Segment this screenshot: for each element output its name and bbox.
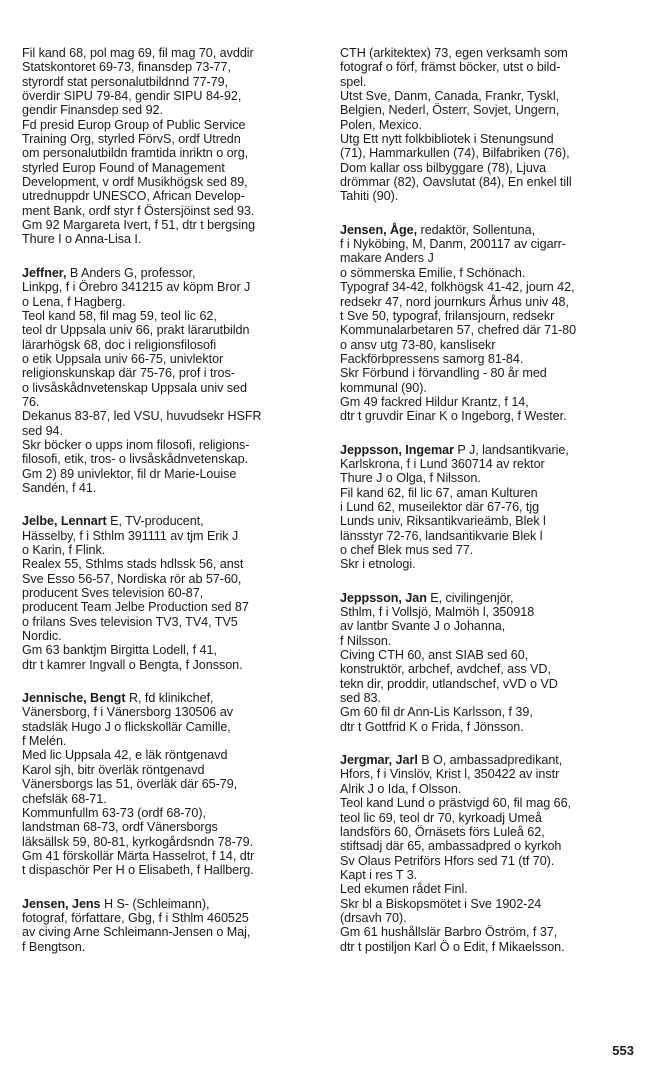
entry-line: stiftsadj där 65, ambassadpred o kyrkoh <box>340 839 562 854</box>
entry-line: Gm 92 Margareta Ivert, f 51, dtr t bergsing <box>22 218 256 233</box>
entry-line: Dekanus 83-87, led VSU, huvudsekr HSFR <box>22 409 262 424</box>
entry-line: landsförs 60, Örnäsets förs Luleå 62, <box>340 824 545 839</box>
entry-line: fotograf o förf, främst böcker, utst o bild- <box>340 60 561 75</box>
entry-line: Sandén, f 41. <box>22 480 97 495</box>
entry-line: Karlskrona, f i Lund 360714 av rektor <box>340 456 545 471</box>
entry-line: stadsläk Hugo J o flickskollär Camille, <box>22 719 231 734</box>
biography-entry <box>22 897 326 954</box>
entry-line: Gm 2) 89 univlektor, fil dr Marie-Louise <box>22 466 237 481</box>
entry-line: Led ekumen rådet Finl. <box>340 882 468 897</box>
right-column <box>340 46 644 973</box>
entry-line: Teol kand 58, fil mag 59, teol lic 62, <box>22 308 217 323</box>
entry-line: Alrik J o Ida, f Olsson. <box>340 781 462 796</box>
entry-line: Med lic Uppsala 42, e läk röntgenavd <box>22 748 228 763</box>
biography-entry <box>340 46 644 204</box>
entry-line: Linkpg, f i Örebro 341215 av köpm Bror J <box>22 280 251 295</box>
entry-line: Kommunfullm 63-73 (ordf 68-70), <box>22 805 206 820</box>
entry-first-text: P J, landsantikvarie, <box>457 442 569 457</box>
entry-line: konstruktör, arbchef, avdchef, ass VD, <box>340 662 551 677</box>
entry-name: Jergmar, Jarl <box>340 753 418 768</box>
entry-line: Sve Esso 56-57, Nordiska rör ab 57-60, <box>22 571 242 586</box>
entry-line: Hfors, f i Vinslöv, Krist l, 350422 av instr <box>340 767 560 782</box>
entry-line: tekn dir, proddir, utlandschef, vVD o VD <box>340 676 558 691</box>
biography-entry <box>22 514 326 672</box>
entry-first-text: R, fd klinikchef, <box>128 691 214 706</box>
biography-entry <box>340 591 644 734</box>
entry-line: o etik Uppsala univ 66-75, univlektor <box>22 351 224 366</box>
entry-first-text: B O, ambassadpredikant, <box>421 753 563 768</box>
entry-line: Gm 49 fackred Hildur Krantz, f 14, <box>340 394 529 409</box>
entry-line: landstman 68-73, ordf Vänersborgs <box>22 820 218 835</box>
entry-line: Typograf 34-42, folkhögsk 41-42, journ 42, <box>340 280 575 295</box>
entry-line: Hässelby, f i Sthlm 391111 av tjm Erik J <box>22 528 239 543</box>
entry-line: o ansv utg 73-80, kanslisekr <box>340 337 496 352</box>
entry-line: om personalutbildn framtida inriktn o org, <box>22 146 249 161</box>
biography-entry <box>22 46 326 247</box>
page-number: 553 <box>612 1043 634 1058</box>
entry-line: Polen, Mexico. <box>340 117 422 132</box>
entry-line: Gm 60 fil dr Ann-Lis Karlsson, f 39, <box>340 705 533 720</box>
entry-name: Jeffner, <box>22 265 67 280</box>
entry-line: i Lund 62, museilektor där 67-76, tjg <box>340 499 540 514</box>
entry-line: Karol sjh, bitr överläk röntgenavd <box>22 762 205 777</box>
entry-first-line <box>22 897 326 911</box>
entry-line: teol lic 69, teol dr 70, kyrkoadj Umeå <box>340 810 542 825</box>
entry-name: Jeppsson, Jan <box>340 590 427 605</box>
entry-line: dtr t gruvdir Einar K o Ingeborg, f Wester. <box>340 409 567 424</box>
entry-name: Jensen, Åge, <box>340 222 418 237</box>
entry-line: Teol kand Lund o prästvigd 60, fil mag 66, <box>340 796 572 811</box>
entry-name: Jelbe, Lennart <box>22 514 107 529</box>
entry-name: Jensen, Jens <box>22 896 101 911</box>
entry-line: styrordf stat personalutbildnnd 77-79, <box>22 74 229 89</box>
entry-line: drömmar (82), Oavslutat (84), En enkel till <box>340 175 572 190</box>
entry-line: f Melén. <box>22 734 67 749</box>
entry-name: Jeppsson, Ingemar <box>340 442 454 457</box>
entry-line: länsstyr 72-76, landsantikvarie Blek l <box>340 528 543 543</box>
entry-line: Gm 61 hushållslär Barbro Öström, f 37, <box>340 925 558 940</box>
entry-line: Belgien, Nederl, Österr, Sovjet, Ungern, <box>340 103 560 118</box>
entry-line: Civing CTH 60, anst SIAB sed 60, <box>340 648 529 663</box>
entry-line: Sv Olaus Petriförs Hfors sed 71 (tf 70). <box>340 853 555 868</box>
entry-line: Development, v ordf Musikhögsk sed 89, <box>22 175 248 190</box>
entry-line: Fackförbpressens samorg 81-84. <box>340 351 524 366</box>
entry-line: kommunal (90). <box>340 380 427 395</box>
entry-line: Gm 63 banktjm Birgitta Lodell, f 41, <box>22 643 217 658</box>
entry-line: Thure J o Olga, f Nilsson. <box>340 471 481 486</box>
biography-entry <box>22 691 326 877</box>
entry-line: redsekr 47, nord journkurs Århus univ 48, <box>340 294 569 309</box>
entry-line: chefsläk 68-71. <box>22 791 107 806</box>
biography-entry <box>22 266 326 496</box>
entry-line: Dom kallar oss bilbyggare (78), Ljuva <box>340 160 547 175</box>
left-column <box>22 46 326 973</box>
entry-line: Skr i etnologi. <box>340 557 416 572</box>
entry-line: fotograf, författare, Gbg, f i Sthlm 460525 <box>22 910 249 925</box>
entry-first-text: CTH (arkitektex) 73, egen verksamh som <box>340 46 568 60</box>
entry-line: Skr Förbund i förvandling - 80 år med <box>340 366 547 381</box>
entry-line: Thure I o Anna-Lisa I. <box>22 232 142 247</box>
entry-line: Kommunalarbetaren 57, chefred där 71-80 <box>340 323 577 338</box>
entry-line: dtr t postiljon Karl Ö o Edit, f Mikaelsson. <box>340 939 565 954</box>
entry-line: läksällsk 59, 80-81, kyrkogårdsndn 78-79. <box>22 834 254 849</box>
entry-line: Vänersborg, f i Vänersborg 130506 av <box>22 705 234 720</box>
entry-line: f Nilsson. <box>340 633 392 648</box>
entry-line: f i Nyköbing, M, Danm, 200117 av cigarr- <box>340 237 566 252</box>
biography-entry <box>340 223 644 424</box>
entry-first-line <box>340 443 644 457</box>
entry-first-line <box>22 266 326 280</box>
entry-line: Statskontoret 69-73, finansdep 73-77, <box>22 60 231 75</box>
entry-line: o chef Blek mus sed 77. <box>340 543 474 557</box>
entry-line: producent Team Jelbe Production sed 87 <box>22 600 249 615</box>
entry-line: t Sve 50, typograf, frilansjourn, redsekr <box>340 308 555 323</box>
entry-line: f Bengtson. <box>22 939 86 954</box>
entry-first-line <box>340 591 644 605</box>
entry-line: Lunds univ, Riksantikvarieämb, Blek l <box>340 514 546 529</box>
entry-name: Jennische, Bengt <box>22 691 126 706</box>
entry-line: filosofi, etik, tros- o livsåskådnvetenskap. <box>22 452 248 467</box>
entry-line: Kapt i res T 3. <box>340 867 418 882</box>
entry-first-text: E, civilingenjör, <box>430 590 514 605</box>
entry-line: (drsavh 70). <box>340 910 407 925</box>
entry-line: Fd presid Europ Group of Public Service <box>22 117 246 132</box>
entry-line: Utst Sve, Danm, Canada, Frankr, Tyskl, <box>340 89 560 104</box>
entry-line: t dispaschör Per H o Elisabeth, f Hallberg. <box>22 863 254 878</box>
entry-line: av civing Arne Schleimann-Jensen o Maj, <box>22 925 251 940</box>
entry-line: Skr böcker o upps inom filosofi, religions- <box>22 437 250 452</box>
entry-line: utredn​uppdr UNESCO, African Develop- <box>22 189 245 204</box>
entry-line: gendir Finansdep sed 92. <box>22 103 163 118</box>
entry-first-line <box>340 46 644 60</box>
entry-line: (71), Hammarkullen (74), Bilfabriken (76), <box>340 146 570 161</box>
entry-line: Nordic. <box>22 629 62 644</box>
entry-line: Training Org, styrled FörvS, ordf Utredn <box>22 132 241 147</box>
entry-first-text: B Anders G, professor, <box>69 265 196 280</box>
biography-entry <box>340 443 644 572</box>
entry-line: religionskunskap där 75-76, prof i tros- <box>22 366 235 381</box>
entry-line: spel. <box>340 74 367 89</box>
entry-first-line <box>340 753 644 767</box>
entry-line: Tahiti (90). <box>340 189 399 204</box>
entry-line: sed 83. <box>340 691 381 706</box>
entry-line: Realex 55, Sthlms stads hdlssk 56, anst <box>22 557 244 572</box>
entry-first-text: redaktör, Sollentuna, <box>420 222 536 237</box>
entry-line: dtr t kamrer Ingvall o Bengta, f Jonsson. <box>22 657 243 672</box>
entry-line: styrled Europ Found of Management <box>22 160 225 175</box>
entry-first-line <box>22 514 326 528</box>
entry-first-text: Fil kand 68, pol mag 69, fil mag 70, avddir <box>22 46 254 60</box>
entry-line: o livsåskådnvetenskap Uppsala univ sed <box>22 380 247 395</box>
entry-line: Utg Ett nytt folkbibliotek i Stenungsund <box>340 132 554 147</box>
entry-first-line <box>22 46 326 60</box>
entry-first-text: E, TV-producent, <box>110 514 204 529</box>
entry-line: Gm 41 förskollär Märta Hasselrot, f 14, dtr <box>22 848 255 863</box>
entry-first-line <box>22 691 326 705</box>
entry-line: ment Bank, ordf styr f Östersjöinst sed 93. <box>22 203 255 218</box>
entry-line: o frilans Sves television TV3, TV4, TV5 <box>22 614 238 629</box>
entry-line: teol dr Uppsala univ 66, prakt lärarutbildn <box>22 323 250 338</box>
entry-line: makare Anders J <box>340 251 434 266</box>
entry-first-text: H S- (Schleimann), <box>103 896 210 911</box>
entry-line: Skr bl a Biskopsmötet i Sve 1902-24 <box>340 896 542 911</box>
biography-entry <box>340 753 644 954</box>
entry-line: Sthlm, f i Vollsjö, Malmöh l, 350918 <box>340 605 535 620</box>
entry-line: o Lena, f Hagberg. <box>22 294 126 309</box>
entry-line: dtr t Gottfrid K o Frida, f Jönsson. <box>340 719 524 734</box>
entry-line: producent Sves television 60-87, <box>22 586 204 601</box>
entry-line: Vänersborgs las 51, överläk där 65-79, <box>22 777 238 792</box>
entry-line: lärarhögsk 68, doc i religionsfilosofi <box>22 337 217 352</box>
entry-first-line <box>340 223 644 237</box>
entry-line: överdir SIPU 79-84, gendir SIPU 84-92, <box>22 89 242 104</box>
entry-line: av lantbr Svante J o Johanna, <box>340 619 506 634</box>
entry-line: o sömmerska Emilie, f Schönach. <box>340 265 526 280</box>
entry-line: Fil kand 62, fil lic 67, aman Kulturen <box>340 485 538 500</box>
entry-line: 76. <box>22 394 40 409</box>
entry-line: sed 94. <box>22 423 63 438</box>
entry-line: o Karin, f Flink. <box>22 543 106 557</box>
